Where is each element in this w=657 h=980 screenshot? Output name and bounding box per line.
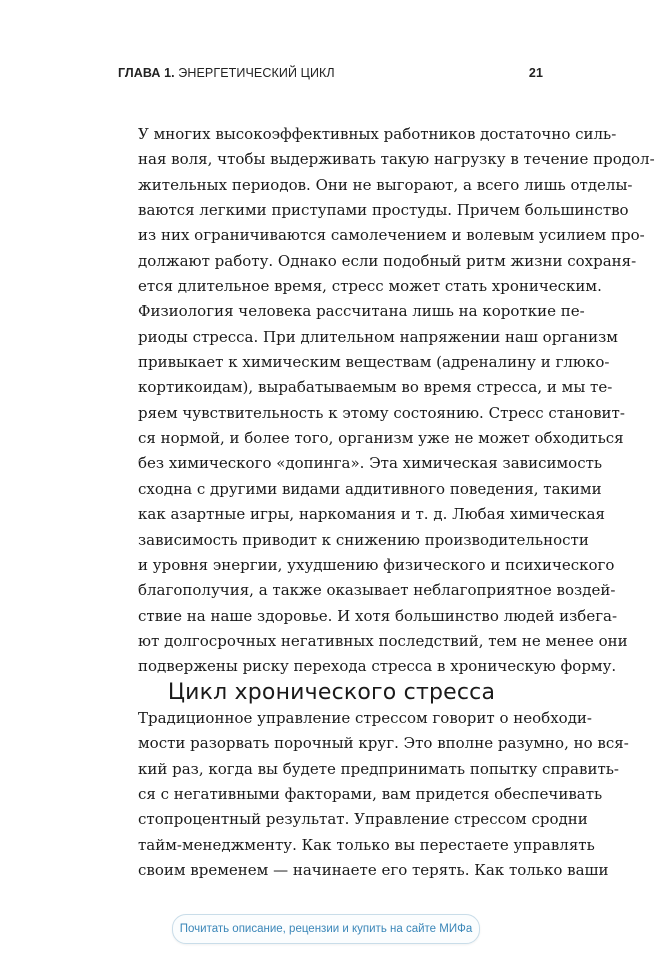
text-line: ся нормой, и более того, организм уже не может обходиться	[138, 429, 624, 448]
paragraph-3	[118, 706, 629, 883]
text-line: как азартные игры, наркомания и т. д. Любая химическая	[138, 505, 605, 524]
text-line: ют долгосрочных негативных последствий, тем не менее они	[138, 631, 628, 650]
text-line: тайм-менеджменту. Как только вы перестаете управлять	[138, 835, 595, 854]
text-line: стопроцентный результат. Управление стрессом сродни	[138, 810, 588, 829]
text-line: подвержены риску перехода стресса в хроническую форму.	[138, 657, 617, 676]
promo-link-button[interactable]: Почитать описание, рецензии и купить на сайте МИФа	[172, 914, 480, 944]
text-line: ваются легкими приступами простуды. Причем большинство	[138, 201, 629, 220]
running-header	[118, 66, 543, 86]
text-line: ся с негативными факторами, вам придется обеспечивать	[138, 785, 603, 804]
section-heading: Цикл хронического стресса	[167, 680, 496, 706]
paragraph-2	[118, 299, 628, 679]
text-line: ная воля, чтобы выдерживать такую нагрузку в течение продол-	[138, 150, 655, 169]
text-line: Физиология человека рассчитана лишь на короткие пе-	[138, 302, 585, 321]
page-number: 21	[528, 66, 543, 80]
text-line: зависимость приводит к снижению производительности	[138, 530, 589, 549]
text-line: кий раз, когда вы будете предпринимать попытку справить-	[138, 759, 619, 778]
text-line: Традиционное управление стрессом говорит о необходи-	[138, 709, 592, 727]
text-line: должают работу. Однако если подобный ритм жизни сохраня-	[138, 251, 637, 270]
text-line: ется длительное время, стресс может стать хроническим.	[138, 277, 602, 296]
text-line: ряем чувствительность к этому состоянию. Стресс становит-	[138, 403, 625, 422]
chapter-name: ЭНЕРГЕТИЧЕСКИЙ ЦИКЛ	[174, 66, 335, 80]
text-line: жительных периодов. Они не выгорают, а всего лишь отделы-	[138, 175, 633, 194]
text-line: риоды стресса. При длительном напряжении наш организм	[138, 327, 618, 346]
text-block-bottom	[118, 706, 629, 883]
text-line: ствие на наше здоровье. И хотя большинство людей избега-	[138, 606, 618, 625]
text-line: мости разорвать порочный круг. Это вполне разумно, но вся-	[138, 734, 629, 753]
text-line: своим временем — начинаете его терять. Как только ваши	[138, 861, 609, 880]
text-line: без химического «допинга». Эта химическая зависимость	[138, 454, 603, 473]
chapter-title	[118, 66, 335, 80]
text-line: из них ограничиваются самолечением и волевым усилием про-	[138, 226, 645, 245]
text-line: и уровня энергии, ухудшению физического и психического	[138, 555, 615, 574]
text-block-top	[118, 122, 655, 680]
text-line: привыкает к химическим веществам (адреналину и глюко-	[138, 353, 610, 372]
text-line: благополучия, а также оказывает неблагоприятное воздей-	[138, 581, 616, 600]
text-line: кортикоидам), вырабатываемым во время стресса, и мы те-	[138, 378, 613, 397]
chapter-number: ГЛАВА 1.	[118, 66, 175, 80]
text-line: У многих высокоэффективных работников достаточно силь-	[138, 125, 617, 143]
paragraph-1	[118, 122, 655, 299]
text-line: сходна с другими видами аддитивного поведения, такими	[138, 479, 602, 498]
